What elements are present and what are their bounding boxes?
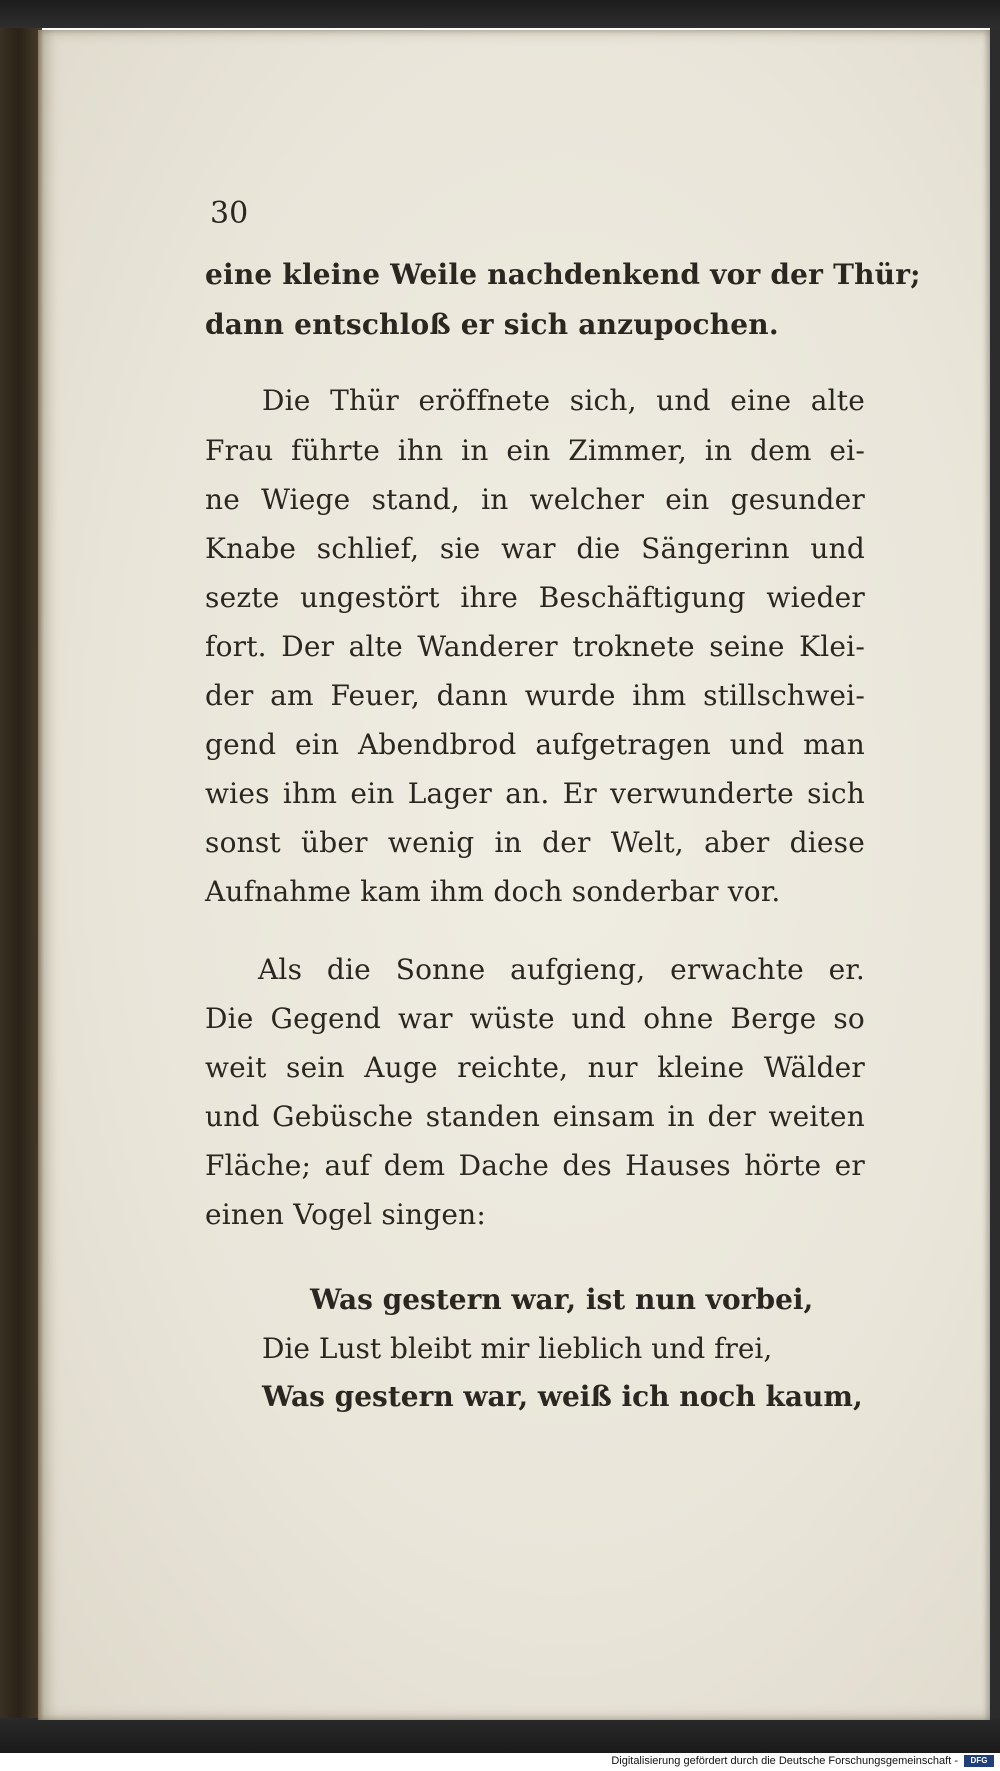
book-spine — [0, 28, 42, 1748]
text-line: sezte ungestört ihre Beschäftigung wieder — [205, 581, 865, 614]
book-cover-top — [0, 0, 1000, 28]
text-line: dann entschloß er sich anzupochen. — [205, 308, 779, 341]
verse-line: Was gestern war, ist nun vorbei, — [310, 1283, 814, 1316]
text-line: ne Wiege stand, in welcher ein gesunder — [205, 483, 865, 516]
footer-credit: Digitalisierung gefördert durch die Deutsche Forschungsgemeinschaft - — [611, 1755, 958, 1767]
text-line: Frau führte ihn in ein Zimmer, in dem ei- — [205, 434, 865, 467]
verse-line: Die Lust bleibt mir lieblich und frei, — [262, 1332, 773, 1365]
page-number: 30 — [210, 196, 249, 231]
text-line: und Gebüsche standen einsam in der weiten — [205, 1100, 865, 1133]
text-line: fort. Der alte Wanderer troknete seine Klei- — [205, 630, 865, 663]
text-line: Als die Sonne aufgieng, erwachte er. — [258, 953, 865, 986]
dfg-logo: DFG — [964, 1755, 994, 1767]
book-cover-right — [990, 28, 1000, 1748]
book-cover-bottom — [0, 1718, 1000, 1753]
text-line: Fläche; auf dem Dache des Hauses hörte er — [205, 1149, 865, 1182]
verse-line: Was gestern war, weiß ich noch kaum, — [262, 1380, 863, 1413]
text-line: gend ein Abendbrod aufgetragen und man — [205, 728, 865, 761]
text-line: eine kleine Weile nachdenkend vor der Thür; — [205, 258, 921, 291]
text-line: sonst über wenig in der Welt, aber diese — [205, 826, 865, 859]
text-line: weit sein Auge reichte, nur kleine Wälder — [205, 1051, 865, 1084]
text-line: Knabe schlief, sie war die Sängerinn und — [205, 532, 865, 565]
text-line: einen Vogel singen: — [205, 1198, 487, 1231]
text-line: Aufnahme kam ihm doch sonderbar vor. — [205, 875, 781, 908]
text-line: Die Gegend war wüste und ohne Berge so — [205, 1002, 865, 1035]
text-line: der am Feuer, dann wurde ihm stillschwei- — [205, 679, 865, 712]
text-line: wies ihm ein Lager an. Er verwunderte sich — [205, 777, 865, 810]
page-gutter-shadow — [38, 30, 44, 1720]
text-line: Die Thür eröffnete sich, und eine alte — [262, 384, 865, 417]
